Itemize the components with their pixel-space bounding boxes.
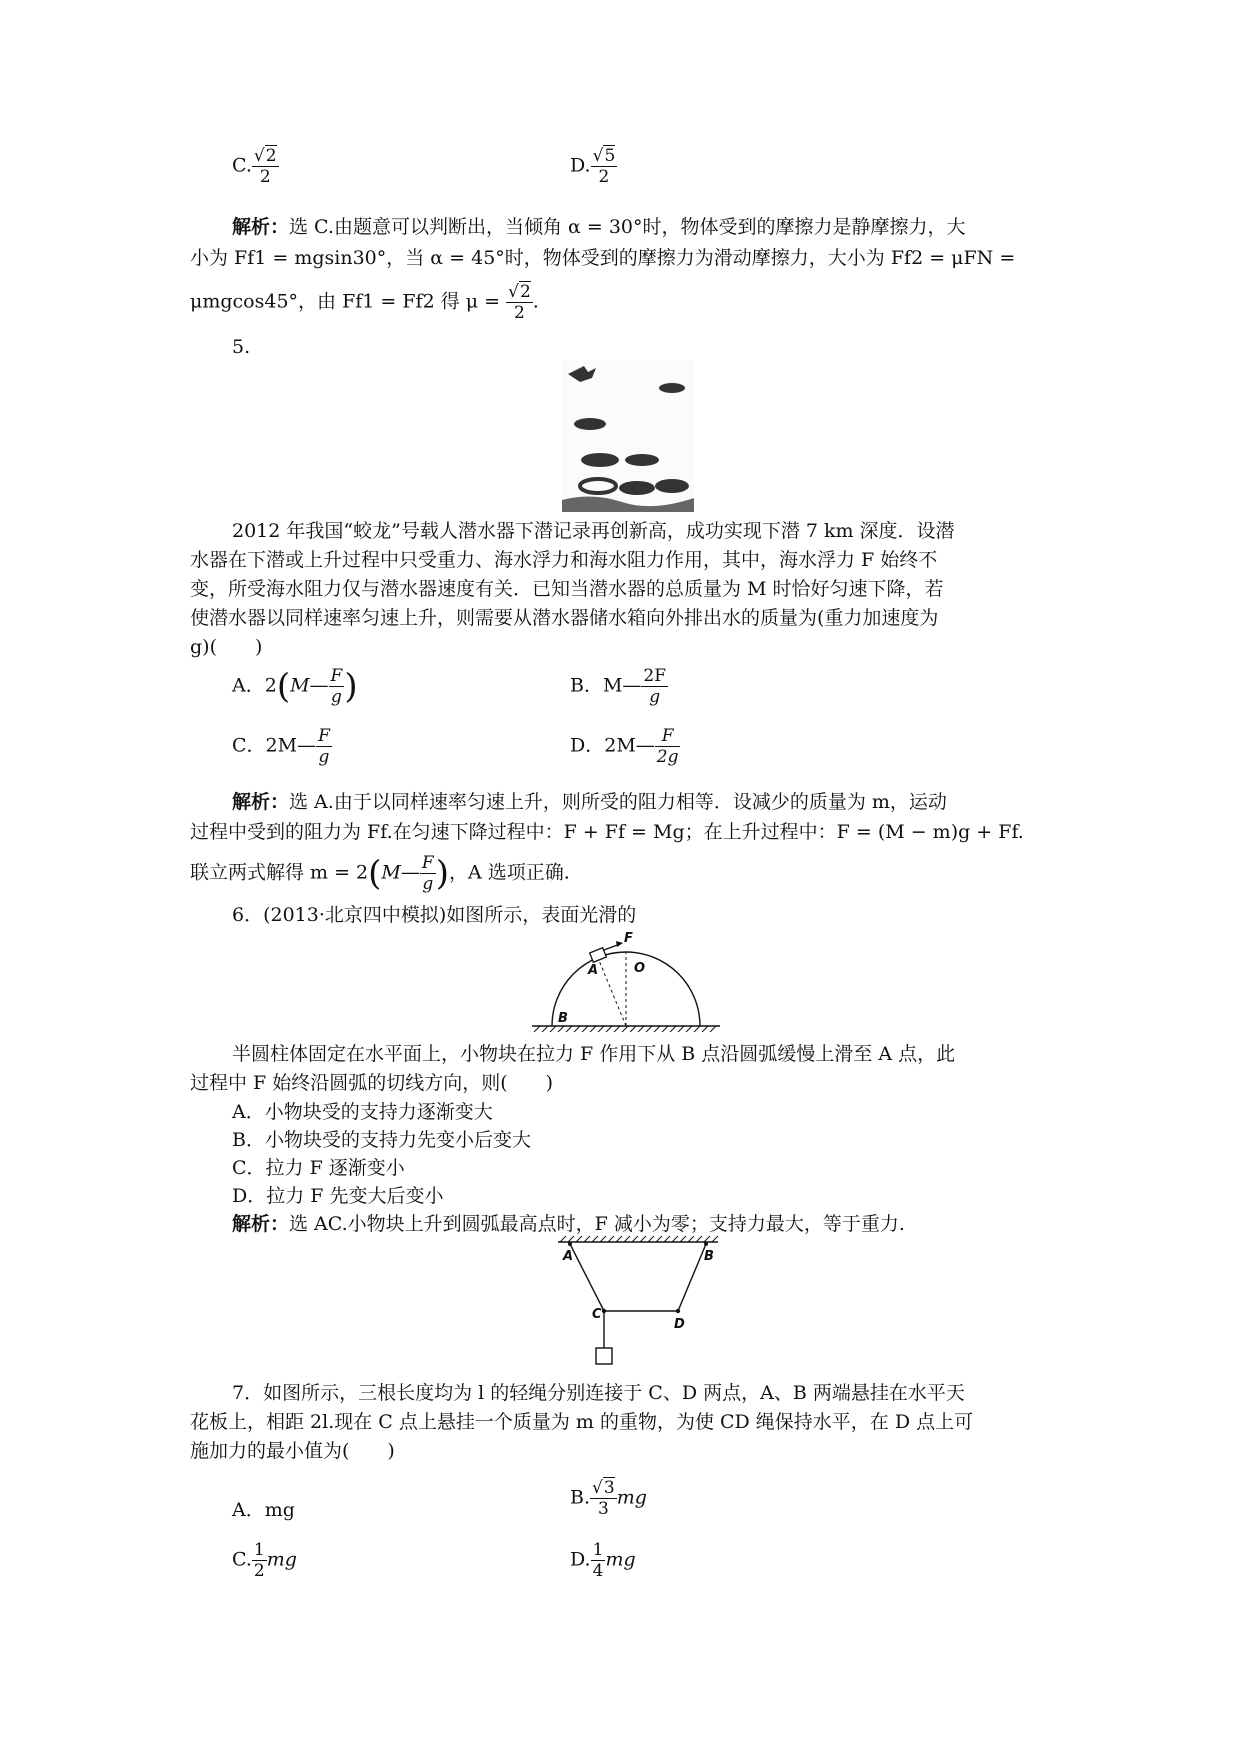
q4-option-c: C. $\frac{√2}{2}$ [232, 146, 277, 187]
sub-shape-6 [619, 481, 655, 495]
q5-stem-line-2: 水器在下潜或上升过程中只受重力、海水浮力和海水阻力作用，其中，海水浮力 F 始终不 [190, 549, 938, 571]
force-arrow-head [616, 941, 623, 947]
q4-analysis-line-1: 解析：选 C.由题意可以判断出，当倾角 α = 30°时，物体受到的摩擦力是静摩擦力，大 [232, 216, 966, 238]
q6-stem-line-1: 半圆柱体固定在水平面上，小物块在拉力 F 作用下从 B 点沿圆弧缓慢上滑至 A 点，此 [232, 1043, 956, 1065]
q5-option-c: C．2M— $\frac{F}{g}$ [232, 726, 330, 767]
sub-shape-2 [574, 418, 606, 430]
q5-stem-line-4: 使潜水器以同样速率匀速上升，则需要从潜水器储水箱向外排出水的质量为(重力加速度为 [190, 607, 939, 629]
q5-option-d: D．2M— $\frac{F}{2g}$ [570, 726, 679, 767]
weight-box [596, 1348, 612, 1364]
ground-hatching [534, 1026, 716, 1032]
label-a: A [563, 1249, 574, 1264]
q6-option-a: A．小物块受的支持力逐渐变大 [232, 1101, 493, 1123]
q6-stem-line-2: 过程中 F 始终沿圆弧的切线方向，则( ) [190, 1072, 554, 1094]
q7-option-c: C. $\frac{1}{2}$ mg [232, 1540, 297, 1581]
sub-shape-1 [659, 383, 685, 393]
q5-stem-line-5: g)( ) [190, 636, 263, 658]
label-c: C [592, 1307, 602, 1322]
sub-shape-4 [625, 454, 659, 466]
q7-stem-line-1: 7．如图所示，三根长度均为 l 的轻绳分别连接于 C、D 两点，A、B 两端悬挂在水平天 [232, 1382, 965, 1404]
q5-stem-line-3: 变，所受海水阻力仅与潜水器速度有关．已知当潜水器的总质量为 M 时恰好匀速下降，若 [190, 578, 944, 600]
q6-option-c: C．拉力 F 逐渐变小 [232, 1157, 405, 1179]
semicylinder-figure [528, 928, 724, 1038]
q4-analysis-line-2: 小为 Ff1 = mgsin30°，当 α = 45°时，物体受到的摩擦力为滑动摩擦力，大小为 Ff2 = μFN = [190, 247, 1016, 269]
radius-to-a [598, 958, 626, 1026]
q6-option-b: B．小物块受的支持力先变小后变大 [232, 1129, 531, 1151]
q6-analysis-line-1: 解析：选 AC.小物块上升到圆弧最高点时，F 减小为零；支持力最大，等于重力. [232, 1213, 905, 1235]
label-b: B [704, 1249, 714, 1264]
q5-analysis-line-2: 过程中受到的阻力为 Ff.在匀速下降过程中：F + Ff = Mg；在上升过程中：F = (M − m)g + Ff. [190, 821, 1024, 843]
q7-option-d: D. $\frac{1}{4}$ mg [570, 1540, 636, 1581]
q5-analysis-line-1: 解析：选 A.由于以同样速率匀速上升，则所受的阻力相等．设减少的质量为 m，运动 [232, 791, 947, 813]
q6-head: 6．(2013·北京四中模拟)如图所示，表面光滑的 [232, 904, 637, 926]
rope-figure [556, 1236, 720, 1372]
q7-stem-line-2: 花板上，相距 2l.现在 C 点上悬挂一个质量为 m 的重物，为使 CD 绳保持水平，在 D 点上可 [190, 1411, 974, 1433]
label-f: F [624, 931, 633, 946]
q5-option-a: A．2(M— $\frac{F}{g}$ ) [232, 666, 358, 707]
ceiling-hatching [560, 1236, 718, 1242]
sub-shape-7 [655, 479, 689, 493]
submersibles-photo [562, 360, 694, 512]
q5-option-b: B．M— $\frac{2F}{g}$ [570, 666, 667, 707]
q5-stem-line-1: 2012 年我国“蛟龙”号载人潜水器下潜记录再创新高，成功实现下潜 7 km 深度．设潜 [232, 520, 955, 542]
label-b: B [558, 1011, 568, 1026]
ropes [570, 1244, 706, 1311]
q6-option-d: D．拉力 F 先变大后变小 [232, 1185, 444, 1207]
label-o: O [634, 961, 646, 976]
q4-option-d: D. $\frac{√5}{2}$ [570, 146, 616, 187]
q4-analysis-line-3: μmgcos45°，由 Ff1 = Ff2 得 μ = $\frac{√2}{2}$ . [190, 282, 539, 323]
q7-option-b: B. $\frac{√3}{3}$ mg [570, 1478, 647, 1519]
q5-number: 5. [232, 336, 251, 358]
sub-shape-3 [581, 453, 619, 467]
label-d: D [674, 1317, 685, 1332]
label-a: A [588, 963, 599, 978]
q7-option-a: A．mg [232, 1499, 295, 1521]
small-block [590, 948, 607, 963]
q5-analysis-line-3: 联立两式解得 m = 2(M— $\frac{F}{g}$ )，A 选项正确. [190, 853, 570, 894]
q7-stem-line-3: 施加力的最小值为( ) [190, 1440, 395, 1462]
